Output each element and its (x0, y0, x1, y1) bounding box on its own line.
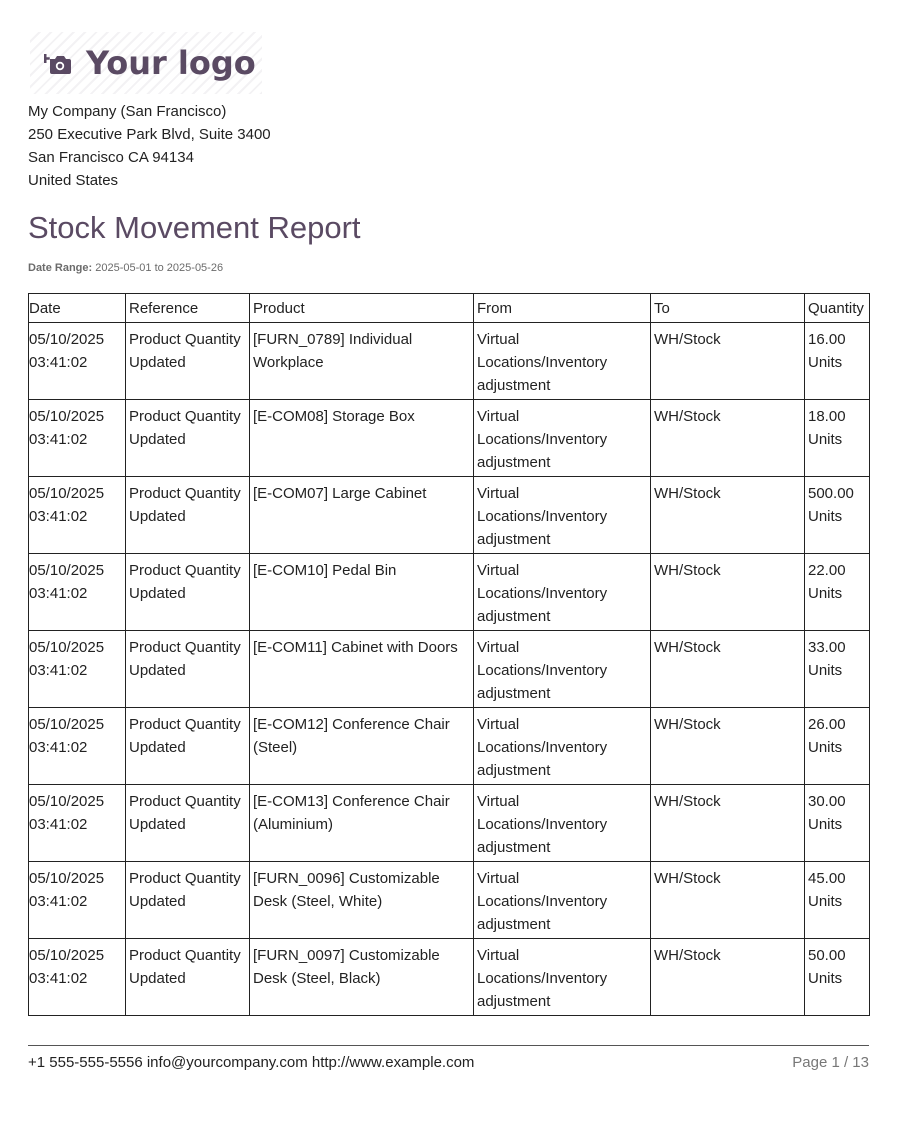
cell-to: WH/Stock (651, 708, 805, 785)
column-header-quantity: Quantity (805, 294, 870, 323)
cell-quantity: 16.00 Units (805, 323, 870, 400)
cell-quantity: 22.00 Units (805, 554, 870, 631)
cell-quantity: 18.00 Units (805, 400, 870, 477)
column-header-reference: Reference (126, 294, 250, 323)
table-row (29, 631, 870, 708)
cell-to: WH/Stock (651, 785, 805, 862)
table-row (29, 477, 870, 554)
company-logo (30, 32, 262, 94)
footer-divider (28, 1045, 869, 1046)
cell-to: WH/Stock (651, 631, 805, 708)
cell-date: 05/10/2025 03:41:02 (29, 785, 126, 862)
cell-from: Virtual Locations/Inventory adjustment (474, 939, 651, 1016)
cell-to: WH/Stock (651, 477, 805, 554)
date-range (28, 262, 223, 274)
cell-date: 05/10/2025 03:41:02 (29, 708, 126, 785)
cell-product: [FURN_0789] Individual Workplace (250, 323, 474, 400)
cell-reference: Product Quantity Updated (126, 554, 250, 631)
cell-product: [E-COM13] Conference Chair (Aluminium) (250, 785, 474, 862)
cell-reference: Product Quantity Updated (126, 477, 250, 554)
table-header-row (29, 294, 870, 323)
camera-add-icon (44, 48, 74, 78)
column-header-date: Date (29, 294, 126, 323)
cell-reference: Product Quantity Updated (126, 631, 250, 708)
address-street: 250 Executive Park Blvd, Suite 3400 (28, 126, 271, 143)
cell-quantity: 26.00 Units (805, 708, 870, 785)
address-city: San Francisco CA 94134 (28, 149, 194, 166)
cell-reference: Product Quantity Updated (126, 400, 250, 477)
cell-product: [E-COM07] Large Cabinet (250, 477, 474, 554)
table-row (29, 708, 870, 785)
cell-product: [E-COM11] Cabinet with Doors (250, 631, 474, 708)
company-name: My Company (San Francisco) (28, 103, 227, 120)
cell-product: [E-COM12] Conference Chair (Steel) (250, 708, 474, 785)
cell-reference: Product Quantity Updated (126, 708, 250, 785)
table-row (29, 785, 870, 862)
column-header-to: To (651, 294, 805, 323)
report-title: Stock Movement Report (28, 210, 361, 245)
column-header-product: Product (250, 294, 474, 323)
cell-date: 05/10/2025 03:41:02 (29, 631, 126, 708)
cell-quantity: 50.00 Units (805, 939, 870, 1016)
cell-to: WH/Stock (651, 862, 805, 939)
cell-quantity: 500.00 Units (805, 477, 870, 554)
cell-quantity: 45.00 Units (805, 862, 870, 939)
cell-date: 05/10/2025 03:41:02 (29, 400, 126, 477)
cell-product: [FURN_0096] Customizable Desk (Steel, White) (250, 862, 474, 939)
table-row (29, 939, 870, 1016)
cell-date: 05/10/2025 03:41:02 (29, 477, 126, 554)
cell-from: Virtual Locations/Inventory adjustment (474, 862, 651, 939)
cell-product: [FURN_0097] Customizable Desk (Steel, Black) (250, 939, 474, 1016)
cell-from: Virtual Locations/Inventory adjustment (474, 477, 651, 554)
cell-reference: Product Quantity Updated (126, 939, 250, 1016)
cell-date: 05/10/2025 03:41:02 (29, 323, 126, 400)
column-header-from: From (474, 294, 651, 323)
cell-product: [E-COM08] Storage Box (250, 400, 474, 477)
cell-from: Virtual Locations/Inventory adjustment (474, 400, 651, 477)
page-number: Page 1 / 13 (792, 1054, 869, 1071)
date-range-label: Date Range: (28, 262, 93, 274)
cell-date: 05/10/2025 03:41:02 (29, 554, 126, 631)
cell-to: WH/Stock (651, 400, 805, 477)
footer-contact: +1 555-555-5556 info@yourcompany.com http://www.example.com (28, 1054, 475, 1071)
cell-from: Virtual Locations/Inventory adjustment (474, 554, 651, 631)
table-row (29, 862, 870, 939)
cell-quantity: 30.00 Units (805, 785, 870, 862)
cell-date: 05/10/2025 03:41:02 (29, 939, 126, 1016)
cell-product: [E-COM10] Pedal Bin (250, 554, 474, 631)
cell-to: WH/Stock (651, 323, 805, 400)
cell-reference: Product Quantity Updated (126, 785, 250, 862)
cell-to: WH/Stock (651, 939, 805, 1016)
address-country: United States (28, 172, 119, 189)
table-row (29, 323, 870, 400)
company-address (28, 100, 271, 192)
cell-from: Virtual Locations/Inventory adjustment (474, 631, 651, 708)
cell-from: Virtual Locations/Inventory adjustment (474, 785, 651, 862)
cell-reference: Product Quantity Updated (126, 862, 250, 939)
cell-from: Virtual Locations/Inventory adjustment (474, 323, 651, 400)
cell-from: Virtual Locations/Inventory adjustment (474, 708, 651, 785)
cell-reference: Product Quantity Updated (126, 323, 250, 400)
cell-to: WH/Stock (651, 554, 805, 631)
table-row (29, 400, 870, 477)
cell-date: 05/10/2025 03:41:02 (29, 862, 126, 939)
date-range-value: 2025-05-01 to 2025-05-26 (95, 262, 224, 274)
stock-movement-table (28, 293, 870, 1016)
cell-quantity: 33.00 Units (805, 631, 870, 708)
table-row (29, 554, 870, 631)
logo-text: Your logo (86, 44, 256, 82)
